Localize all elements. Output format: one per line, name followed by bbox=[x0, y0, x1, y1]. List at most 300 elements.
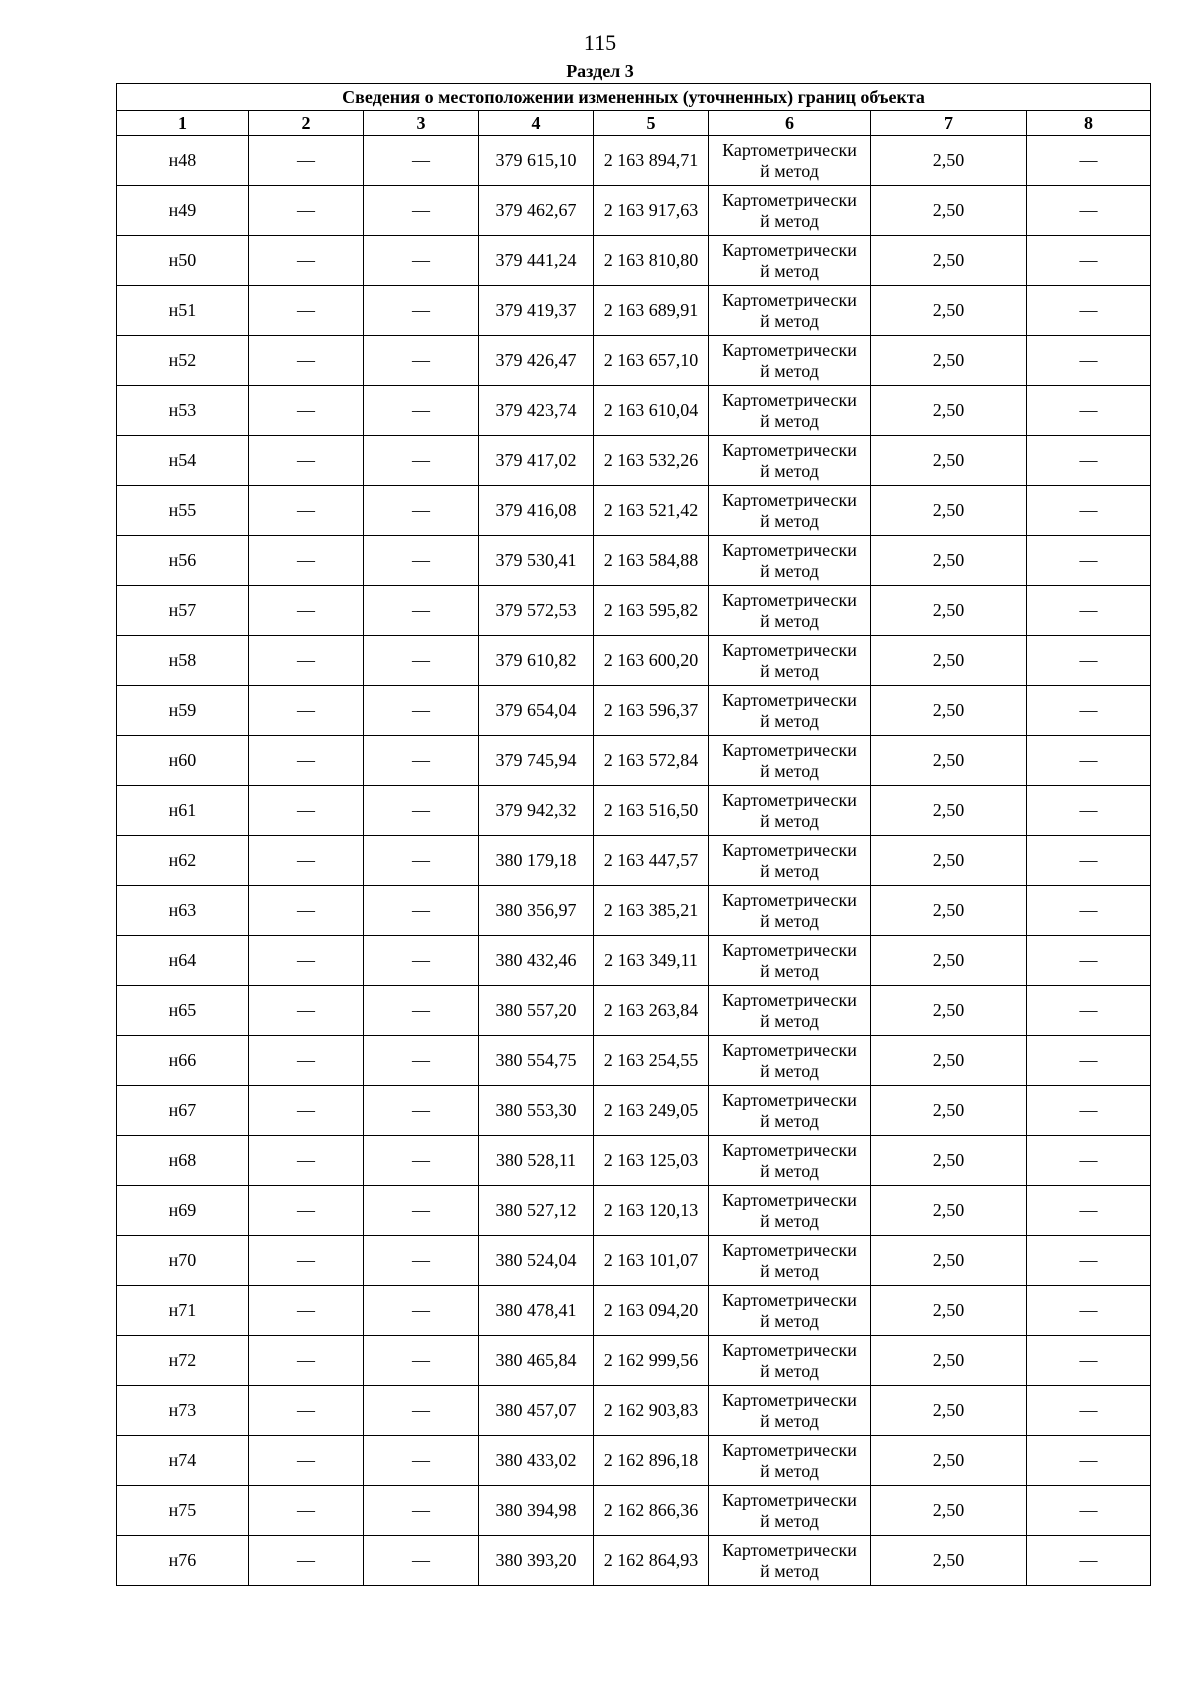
cell-col8: — bbox=[1027, 636, 1151, 686]
cell-col2: — bbox=[249, 586, 364, 636]
method-cell bbox=[709, 936, 871, 986]
method-line-1: Картометрически bbox=[722, 539, 857, 560]
method-line-2: й метод bbox=[760, 510, 819, 531]
table-body bbox=[117, 136, 1151, 1586]
table-row bbox=[117, 1286, 1151, 1336]
coordinate-y: 2 162 864,93 bbox=[594, 1536, 709, 1586]
table-title-row bbox=[117, 84, 1151, 111]
method-cell bbox=[709, 386, 871, 436]
cell-col3: — bbox=[364, 236, 479, 286]
method-cell bbox=[709, 236, 871, 286]
cell-col8: — bbox=[1027, 586, 1151, 636]
method-line-1: Картометрически bbox=[722, 189, 857, 210]
coordinate-x: 379 745,94 bbox=[479, 736, 594, 786]
page-number: 115 bbox=[583, 30, 617, 55]
coordinate-x: 379 572,53 bbox=[479, 586, 594, 636]
cell-col8: — bbox=[1027, 186, 1151, 236]
method-cell bbox=[709, 186, 871, 236]
cell-col3: — bbox=[364, 286, 479, 336]
cell-col8: — bbox=[1027, 1086, 1151, 1136]
cell-col3: — bbox=[364, 136, 479, 186]
point-id: н56 bbox=[117, 536, 249, 586]
cell-col3: — bbox=[364, 1486, 479, 1536]
method-line-2: й метод bbox=[760, 760, 819, 781]
point-id: н60 bbox=[117, 736, 249, 786]
table-row bbox=[117, 836, 1151, 886]
table-row bbox=[117, 886, 1151, 936]
cell-col3: — bbox=[364, 386, 479, 436]
cell-col2: — bbox=[249, 786, 364, 836]
method-cell bbox=[709, 286, 871, 336]
method-cell bbox=[709, 1086, 871, 1136]
accuracy: 2,50 bbox=[871, 436, 1027, 486]
cell-col3: — bbox=[364, 1536, 479, 1586]
cell-col2: — bbox=[249, 636, 364, 686]
table-row bbox=[117, 136, 1151, 186]
method-cell bbox=[709, 136, 871, 186]
accuracy: 2,50 bbox=[871, 636, 1027, 686]
coordinate-y: 2 163 120,13 bbox=[594, 1186, 709, 1236]
method-line-1: Картометрически bbox=[722, 589, 857, 610]
method-line-2: й метод bbox=[760, 910, 819, 931]
accuracy: 2,50 bbox=[871, 936, 1027, 986]
table-row bbox=[117, 186, 1151, 236]
point-id: н68 bbox=[117, 1136, 249, 1186]
accuracy: 2,50 bbox=[871, 1486, 1027, 1536]
cell-col2: — bbox=[249, 536, 364, 586]
method-cell bbox=[709, 1036, 871, 1086]
boundary-coordinates-table bbox=[116, 83, 1151, 1586]
table-row bbox=[117, 436, 1151, 486]
cell-col3: — bbox=[364, 536, 479, 586]
table-row bbox=[117, 736, 1151, 786]
method-cell bbox=[709, 586, 871, 636]
table-row bbox=[117, 986, 1151, 1036]
method-line-1: Картометрически bbox=[722, 839, 857, 860]
cell-col2: — bbox=[249, 1286, 364, 1336]
accuracy: 2,50 bbox=[871, 986, 1027, 1036]
method-line-2: й метод bbox=[760, 660, 819, 681]
method-cell bbox=[709, 1336, 871, 1386]
point-id: н67 bbox=[117, 1086, 249, 1136]
method-cell bbox=[709, 1486, 871, 1536]
table-row bbox=[117, 586, 1151, 636]
cell-col2: — bbox=[249, 686, 364, 736]
cell-col8: — bbox=[1027, 1236, 1151, 1286]
method-line-1: Картометрически bbox=[722, 389, 857, 410]
cell-col8: — bbox=[1027, 1436, 1151, 1486]
method-line-2: й метод bbox=[760, 1460, 819, 1481]
coordinate-y: 2 163 101,07 bbox=[594, 1236, 709, 1286]
coordinate-y: 2 162 866,36 bbox=[594, 1486, 709, 1536]
method-line-1: Картометрически bbox=[722, 789, 857, 810]
table-row bbox=[117, 936, 1151, 986]
method-line-1: Картометрически bbox=[722, 1389, 857, 1410]
accuracy: 2,50 bbox=[871, 1036, 1027, 1086]
cell-col3: — bbox=[364, 436, 479, 486]
method-line-2: й метод bbox=[760, 310, 819, 331]
coordinate-x: 380 457,07 bbox=[479, 1386, 594, 1436]
coordinate-y: 2 163 254,55 bbox=[594, 1036, 709, 1086]
cell-col2: — bbox=[249, 1436, 364, 1486]
accuracy: 2,50 bbox=[871, 886, 1027, 936]
point-id: н58 bbox=[117, 636, 249, 686]
method-cell bbox=[709, 836, 871, 886]
coordinate-x: 379 419,37 bbox=[479, 286, 594, 336]
table-row bbox=[117, 486, 1151, 536]
table-row bbox=[117, 1536, 1151, 1586]
cell-col2: — bbox=[249, 136, 364, 186]
cell-col2: — bbox=[249, 836, 364, 886]
coordinate-y: 2 163 521,42 bbox=[594, 486, 709, 536]
point-id: н51 bbox=[117, 286, 249, 336]
method-line-2: й метод bbox=[760, 160, 819, 181]
method-line-1: Картометрически bbox=[722, 939, 857, 960]
point-id: н69 bbox=[117, 1186, 249, 1236]
coordinate-y: 2 162 896,18 bbox=[594, 1436, 709, 1486]
cell-col3: — bbox=[364, 686, 479, 736]
accuracy: 2,50 bbox=[871, 386, 1027, 436]
method-line-1: Картометрически bbox=[722, 889, 857, 910]
accuracy: 2,50 bbox=[871, 136, 1027, 186]
method-line-1: Картометрически bbox=[722, 1089, 857, 1110]
method-line-2: й метод bbox=[760, 860, 819, 881]
accuracy: 2,50 bbox=[871, 1186, 1027, 1236]
table-row bbox=[117, 1386, 1151, 1436]
cell-col2: — bbox=[249, 736, 364, 786]
method-cell bbox=[709, 1386, 871, 1436]
cell-col8: — bbox=[1027, 286, 1151, 336]
cell-col2: — bbox=[249, 386, 364, 436]
point-id: н48 bbox=[117, 136, 249, 186]
method-line-2: й метод bbox=[760, 1510, 819, 1531]
method-line-1: Картометрически bbox=[722, 1439, 857, 1460]
cell-col3: — bbox=[364, 1086, 479, 1136]
cell-col8: — bbox=[1027, 1386, 1151, 1436]
method-line-1: Картометрически bbox=[722, 339, 857, 360]
coordinate-x: 379 654,04 bbox=[479, 686, 594, 736]
method-line-1: Картометрически bbox=[722, 1489, 857, 1510]
method-line-1: Картометрически bbox=[722, 1189, 857, 1210]
method-line-1: Картометрически bbox=[722, 1539, 857, 1560]
coordinate-x: 380 433,02 bbox=[479, 1436, 594, 1486]
coordinate-x: 379 942,32 bbox=[479, 786, 594, 836]
accuracy: 2,50 bbox=[871, 1136, 1027, 1186]
cell-col3: — bbox=[364, 1386, 479, 1436]
coordinate-y: 2 163 532,26 bbox=[594, 436, 709, 486]
cell-col2: — bbox=[249, 1336, 364, 1386]
method-line-1: Картометрически bbox=[722, 639, 857, 660]
table-row bbox=[117, 1486, 1151, 1536]
cell-col3: — bbox=[364, 636, 479, 686]
coordinate-x: 380 528,11 bbox=[479, 1136, 594, 1186]
cell-col3: — bbox=[364, 1436, 479, 1486]
method-line-2: й метод bbox=[760, 1310, 819, 1331]
point-id: н62 bbox=[117, 836, 249, 886]
coordinate-x: 380 554,75 bbox=[479, 1036, 594, 1086]
coordinate-x: 379 426,47 bbox=[479, 336, 594, 386]
accuracy: 2,50 bbox=[871, 1536, 1027, 1586]
coordinate-y: 2 162 999,56 bbox=[594, 1336, 709, 1386]
method-line-2: й метод bbox=[760, 1010, 819, 1031]
table-row bbox=[117, 286, 1151, 336]
method-line-2: й метод bbox=[760, 710, 819, 731]
coordinate-y: 2 163 610,04 bbox=[594, 386, 709, 436]
cell-col8: — bbox=[1027, 686, 1151, 736]
point-id: н63 bbox=[117, 886, 249, 936]
cell-col8: — bbox=[1027, 386, 1151, 436]
coordinate-x: 380 394,98 bbox=[479, 1486, 594, 1536]
cell-col3: — bbox=[364, 736, 479, 786]
table-row bbox=[117, 1036, 1151, 1086]
cell-col3: — bbox=[364, 186, 479, 236]
column-number: 8 bbox=[1027, 111, 1151, 136]
method-line-2: й метод bbox=[760, 1410, 819, 1431]
table-row bbox=[117, 1236, 1151, 1286]
column-number: 4 bbox=[479, 111, 594, 136]
cell-col8: — bbox=[1027, 936, 1151, 986]
cell-col8: — bbox=[1027, 436, 1151, 486]
coordinate-y: 2 163 600,20 bbox=[594, 636, 709, 686]
table-row bbox=[117, 236, 1151, 286]
method-cell bbox=[709, 1136, 871, 1186]
coordinate-y: 2 163 917,63 bbox=[594, 186, 709, 236]
coordinate-x: 379 416,08 bbox=[479, 486, 594, 536]
cell-col2: — bbox=[249, 1386, 364, 1436]
coordinate-y: 2 163 595,82 bbox=[594, 586, 709, 636]
coordinate-x: 379 423,74 bbox=[479, 386, 594, 436]
cell-col8: — bbox=[1027, 1136, 1151, 1186]
method-cell bbox=[709, 436, 871, 486]
point-id: н64 bbox=[117, 936, 249, 986]
coordinate-y: 2 163 572,84 bbox=[594, 736, 709, 786]
cell-col3: — bbox=[364, 1036, 479, 1086]
coordinate-y: 2 163 249,05 bbox=[594, 1086, 709, 1136]
coordinate-y: 2 163 385,21 bbox=[594, 886, 709, 936]
cell-col3: — bbox=[364, 1236, 479, 1286]
point-id: н66 bbox=[117, 1036, 249, 1086]
cell-col2: — bbox=[249, 336, 364, 386]
coordinate-y: 2 163 349,11 bbox=[594, 936, 709, 986]
cell-col2: — bbox=[249, 936, 364, 986]
cell-col2: — bbox=[249, 1486, 364, 1536]
cell-col8: — bbox=[1027, 536, 1151, 586]
table-row bbox=[117, 686, 1151, 736]
cell-col2: — bbox=[249, 1086, 364, 1136]
table-row bbox=[117, 1186, 1151, 1236]
accuracy: 2,50 bbox=[871, 336, 1027, 386]
cell-col8: — bbox=[1027, 1536, 1151, 1586]
cell-col2: — bbox=[249, 986, 364, 1036]
point-id: н72 bbox=[117, 1336, 249, 1386]
cell-col3: — bbox=[364, 1136, 479, 1186]
cell-col3: — bbox=[364, 1286, 479, 1336]
coordinate-x: 380 527,12 bbox=[479, 1186, 594, 1236]
table-row bbox=[117, 786, 1151, 836]
accuracy: 2,50 bbox=[871, 836, 1027, 886]
cell-col8: — bbox=[1027, 1336, 1151, 1386]
point-id: н71 bbox=[117, 1286, 249, 1336]
section-title: Раздел 3 bbox=[566, 61, 634, 81]
cell-col2: — bbox=[249, 886, 364, 936]
cell-col3: — bbox=[364, 886, 479, 936]
point-id: н74 bbox=[117, 1436, 249, 1486]
coordinate-x: 380 553,30 bbox=[479, 1086, 594, 1136]
cell-col2: — bbox=[249, 436, 364, 486]
coordinate-x: 379 530,41 bbox=[479, 536, 594, 586]
column-number: 2 bbox=[249, 111, 364, 136]
method-cell bbox=[709, 986, 871, 1036]
method-line-2: й метод bbox=[760, 810, 819, 831]
coordinate-x: 380 524,04 bbox=[479, 1236, 594, 1286]
cell-col3: — bbox=[364, 336, 479, 386]
table-row bbox=[117, 1086, 1151, 1136]
cell-col2: — bbox=[249, 236, 364, 286]
column-number: 6 bbox=[709, 111, 871, 136]
point-id: н54 bbox=[117, 436, 249, 486]
table-row bbox=[117, 636, 1151, 686]
cell-col2: — bbox=[249, 486, 364, 536]
column-number: 7 bbox=[871, 111, 1027, 136]
coordinate-y: 2 163 894,71 bbox=[594, 136, 709, 186]
table-title: Сведения о местоположении измененных (уточненных) границ объекта bbox=[117, 84, 1151, 111]
method-line-1: Картометрически bbox=[722, 739, 857, 760]
method-cell bbox=[709, 336, 871, 386]
coordinate-x: 380 478,41 bbox=[479, 1286, 594, 1336]
table-row bbox=[117, 336, 1151, 386]
cell-col2: — bbox=[249, 1186, 364, 1236]
method-line-2: й метод bbox=[760, 1060, 819, 1081]
coordinate-x: 380 432,46 bbox=[479, 936, 594, 986]
point-id: н50 bbox=[117, 236, 249, 286]
cell-col2: — bbox=[249, 186, 364, 236]
point-id: н57 bbox=[117, 586, 249, 636]
cell-col8: — bbox=[1027, 336, 1151, 386]
table-row bbox=[117, 386, 1151, 436]
method-line-2: й метод bbox=[760, 210, 819, 231]
method-line-1: Картометрически bbox=[722, 1139, 857, 1160]
cell-col8: — bbox=[1027, 1486, 1151, 1536]
method-cell bbox=[709, 486, 871, 536]
method-line-2: й метод bbox=[760, 1560, 819, 1581]
method-cell bbox=[709, 1236, 871, 1286]
cell-col2: — bbox=[249, 1036, 364, 1086]
cell-col3: — bbox=[364, 586, 479, 636]
point-id: н70 bbox=[117, 1236, 249, 1286]
method-line-2: й метод bbox=[760, 1160, 819, 1181]
cell-col8: — bbox=[1027, 236, 1151, 286]
accuracy: 2,50 bbox=[871, 1086, 1027, 1136]
cell-col3: — bbox=[364, 836, 479, 886]
coordinate-x: 380 465,84 bbox=[479, 1336, 594, 1386]
method-line-2: й метод bbox=[760, 260, 819, 281]
point-id: н76 bbox=[117, 1536, 249, 1586]
coordinate-y: 2 163 689,91 bbox=[594, 286, 709, 336]
point-id: н65 bbox=[117, 986, 249, 1036]
cell-col3: — bbox=[364, 1336, 479, 1386]
coordinate-x: 380 179,18 bbox=[479, 836, 594, 886]
method-cell bbox=[709, 636, 871, 686]
cell-col3: — bbox=[364, 1186, 479, 1236]
coordinate-x: 379 615,10 bbox=[479, 136, 594, 186]
method-line-2: й метод bbox=[760, 960, 819, 981]
accuracy: 2,50 bbox=[871, 586, 1027, 636]
cell-col3: — bbox=[364, 936, 479, 986]
cell-col2: — bbox=[249, 286, 364, 336]
coordinate-x: 379 441,24 bbox=[479, 236, 594, 286]
coordinate-x: 380 393,20 bbox=[479, 1536, 594, 1586]
point-id: н59 bbox=[117, 686, 249, 736]
accuracy: 2,50 bbox=[871, 786, 1027, 836]
method-line-2: й метод bbox=[760, 1360, 819, 1381]
method-line-1: Картометрически bbox=[722, 239, 857, 260]
coordinate-y: 2 163 447,57 bbox=[594, 836, 709, 886]
cell-col8: — bbox=[1027, 986, 1151, 1036]
accuracy: 2,50 bbox=[871, 486, 1027, 536]
point-id: н61 bbox=[117, 786, 249, 836]
cell-col8: — bbox=[1027, 886, 1151, 936]
coordinate-x: 379 417,02 bbox=[479, 436, 594, 486]
method-line-1: Картометрически bbox=[722, 489, 857, 510]
point-id: н49 bbox=[117, 186, 249, 236]
coordinate-y: 2 163 810,80 bbox=[594, 236, 709, 286]
cell-col8: — bbox=[1027, 1286, 1151, 1336]
point-id: н53 bbox=[117, 386, 249, 436]
coordinate-x: 380 356,97 bbox=[479, 886, 594, 936]
cell-col8: — bbox=[1027, 836, 1151, 886]
table-row bbox=[117, 1436, 1151, 1486]
cell-col8: — bbox=[1027, 786, 1151, 836]
accuracy: 2,50 bbox=[871, 186, 1027, 236]
method-cell bbox=[709, 886, 871, 936]
coordinate-y: 2 163 596,37 bbox=[594, 686, 709, 736]
method-cell bbox=[709, 1536, 871, 1586]
cell-col8: — bbox=[1027, 486, 1151, 536]
accuracy: 2,50 bbox=[871, 286, 1027, 336]
accuracy: 2,50 bbox=[871, 536, 1027, 586]
method-cell bbox=[709, 786, 871, 836]
column-number: 1 bbox=[117, 111, 249, 136]
method-line-2: й метод bbox=[760, 1260, 819, 1281]
method-line-1: Картометрически bbox=[722, 289, 857, 310]
accuracy: 2,50 bbox=[871, 1436, 1027, 1486]
method-line-2: й метод bbox=[760, 610, 819, 631]
accuracy: 2,50 bbox=[871, 1286, 1027, 1336]
column-number: 3 bbox=[364, 111, 479, 136]
cell-col2: — bbox=[249, 1536, 364, 1586]
coordinate-y: 2 163 657,10 bbox=[594, 336, 709, 386]
table-row bbox=[117, 1336, 1151, 1386]
method-cell bbox=[709, 686, 871, 736]
table-row bbox=[117, 536, 1151, 586]
coordinate-y: 2 163 125,03 bbox=[594, 1136, 709, 1186]
method-line-2: й метод bbox=[760, 1210, 819, 1231]
method-line-2: й метод bbox=[760, 410, 819, 431]
method-cell bbox=[709, 1186, 871, 1236]
method-line-1: Картометрически bbox=[722, 139, 857, 160]
cell-col3: — bbox=[364, 786, 479, 836]
table-row bbox=[117, 1136, 1151, 1186]
coordinate-y: 2 163 584,88 bbox=[594, 536, 709, 586]
coordinate-x: 380 557,20 bbox=[479, 986, 594, 1036]
method-line-1: Картометрически bbox=[722, 1339, 857, 1360]
coordinate-x: 379 610,82 bbox=[479, 636, 594, 686]
coordinate-y: 2 162 903,83 bbox=[594, 1386, 709, 1436]
cell-col8: — bbox=[1027, 736, 1151, 786]
cell-col8: — bbox=[1027, 1186, 1151, 1236]
method-cell bbox=[709, 736, 871, 786]
cell-col2: — bbox=[249, 1236, 364, 1286]
